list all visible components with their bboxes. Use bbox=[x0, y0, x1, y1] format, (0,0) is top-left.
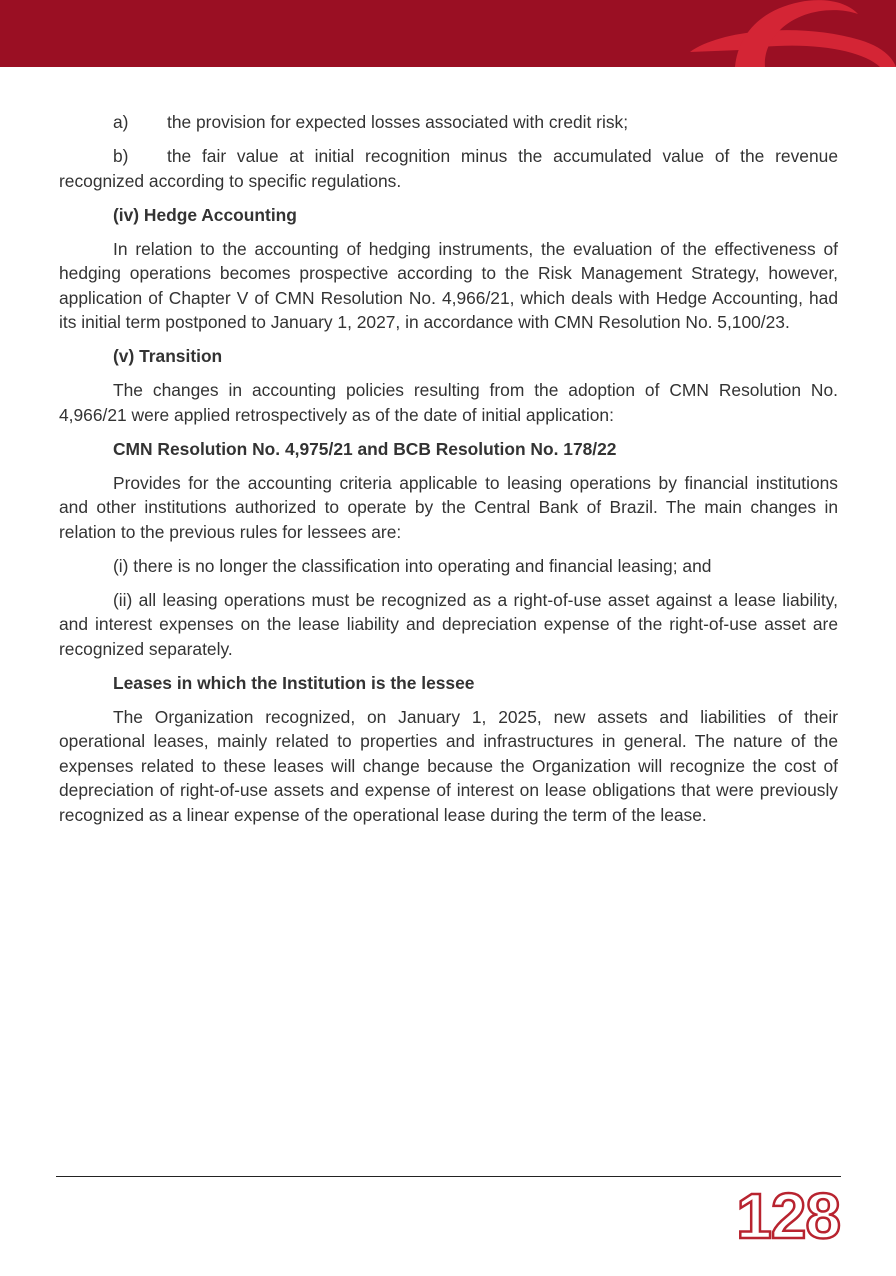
list-marker: b) bbox=[113, 146, 129, 166]
section-heading-leases: Leases in which the Institution is the lessee bbox=[113, 672, 475, 693]
paragraph-leases: The Organization recognized, on January 1, 2025, new assets and liabilities of their operational leases, mainly related to properties and infrastructures in general. The nature of the expenses related to these leases will change because the Organization will recognize the cost of depreciation of right-of-use assets and expense of interest on lease obligations that were previously recognized as a linear expense of the operational lease during the term of the lease. bbox=[59, 706, 838, 825]
paragraph-transition: The changes in accounting policies resulting from the adoption of CMN Resolution No. 4,966/21 were applied retrospectively as of the date of initial application: bbox=[59, 380, 838, 425]
paragraph-cmn-resolution: Provides for the accounting criteria applicable to leasing operations by financial institutions and other institutions authorized to operate by the Central Bank of Brazil. The main changes in relation to the previous rules for lessees are: bbox=[59, 472, 838, 542]
brand-swoosh-logo-icon bbox=[0, 0, 896, 67]
paragraph-change-ii: (ii) all leasing operations must be recognized as a right-of-use asset against a lease liability, and interest expenses on the lease liability and depreciation expense of the right-of-use asset are recognized separately. bbox=[59, 589, 838, 659]
list-item-text: the fair value at initial recognition minus the accumulated value of the revenue recognized according to specific regulations. bbox=[59, 146, 838, 191]
list-marker: a) bbox=[113, 112, 129, 132]
paragraph-hedge-accounting: In relation to the accounting of hedging instruments, the evaluation of the effectiveness of hedging operations becomes prospective according to the Risk Management Strategy, however, application of Chapter V of CMN Resolution No. 4,966/21, which deals with Hedge Accounting, had its initial term postponed to January 1, 2027, in accordance with CMN Resolution No. 5,100/23. bbox=[59, 238, 838, 332]
section-heading-hedge-accounting: (iv) Hedge Accounting bbox=[113, 204, 297, 225]
list-item-b bbox=[59, 144, 838, 193]
page-number: 128 bbox=[736, 1180, 840, 1252]
list-item-a bbox=[59, 110, 838, 135]
header-band bbox=[0, 0, 896, 67]
section-heading-cmn-resolution: CMN Resolution No. 4,975/21 and BCB Resolution No. 178/22 bbox=[113, 438, 617, 459]
section-heading-transition: (v) Transition bbox=[113, 346, 223, 366]
paragraph-change-i: (i) there is no longer the classification into operating and financial leasing; and bbox=[113, 555, 712, 576]
document-body bbox=[59, 110, 838, 837]
footer-divider bbox=[56, 1176, 841, 1177]
list-item-text: the provision for expected losses associated with credit risk; bbox=[167, 112, 629, 132]
